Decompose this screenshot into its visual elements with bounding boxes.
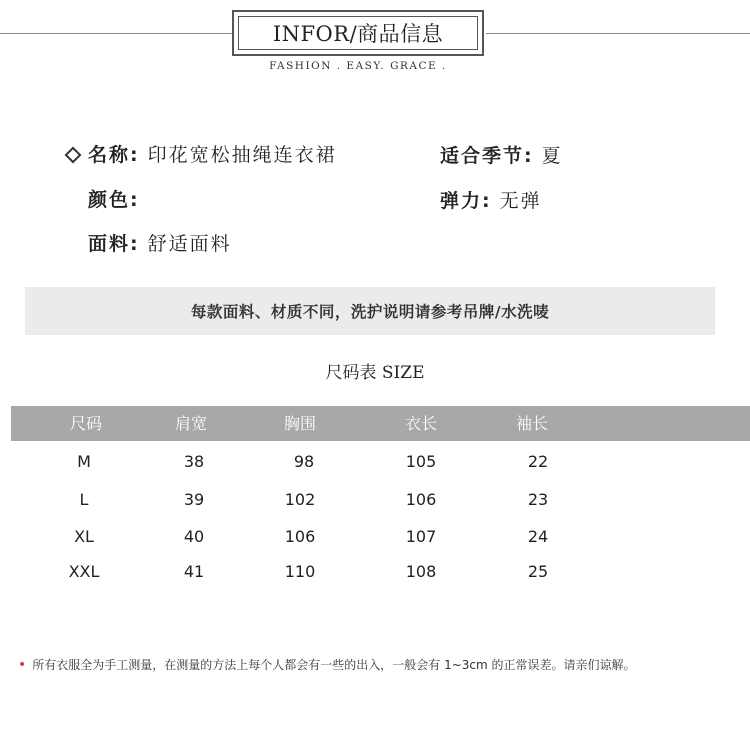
color-row [88,185,140,212]
table-cell: 38 [183,452,205,471]
table-cell: 102 [284,490,316,509]
header-line-right [486,33,750,34]
table-cell: 23 [527,490,549,509]
table-cell: 105 [405,452,437,471]
page-title: INFOR/商品信息 [272,22,444,46]
header-sleeve: 袖长 [516,414,549,433]
table-cell: 106 [405,490,437,509]
color-label: 颜色: [88,189,140,211]
table-cell: 107 [405,527,437,546]
header-length: 衣长 [405,414,438,433]
header-shoulder: 肩宽 [175,414,208,433]
table-cell: 41 [183,562,205,581]
footnote-text: 所有衣服全为手工测量，在测量的方法上每个人都会有一些的出入，一般会有 1~3cm 的正常误差。请亲们谅解。 [32,658,636,672]
table-cell: L [79,490,89,509]
elastic-value: 无弹 [499,190,542,212]
table-cell: 22 [527,452,549,471]
table-cell: 40 [183,527,205,546]
table-header-bar [11,406,750,441]
elastic-row [440,186,542,213]
fabric-value: 舒适面料 [147,233,232,255]
table-cell: 98 [293,452,315,471]
elastic-label: 弹力: [440,190,492,212]
table-cell: M [77,452,91,471]
table-cell: XL [74,527,94,546]
header-size: 尺码 [70,414,103,433]
name-label: 名称: [88,144,140,166]
care-notice-bar: 每款面料、材质不同，洗护说明请参考吊牌/水洗唛 [25,287,715,335]
season-value: 夏 [541,145,563,167]
table-cell: 25 [527,562,549,581]
fabric-row [88,229,232,256]
page-subtitle: FASHION . EASY. GRACE . [269,60,447,72]
table-cell: XXL [68,562,100,581]
measurement-note [18,656,636,673]
table-cell: 39 [183,490,205,509]
table-cell: 108 [405,562,437,581]
size-table-title [0,358,750,383]
table-cell: 106 [284,527,316,546]
table-cell: 24 [527,527,549,546]
header-line-left [0,33,232,34]
bullet-dot-icon: • [18,657,27,673]
title-frame [232,10,484,56]
size-title-en: SIZE [381,363,425,383]
name-value: 印花宽松抽绳连衣裙 [147,144,337,166]
header-bust: 胸围 [284,414,317,433]
diamond-bullet-icon [65,147,82,164]
season-row [440,141,563,168]
table-cell: 110 [284,562,316,581]
season-label: 适合季节: [440,145,534,167]
name-row [88,140,337,167]
size-title-cn: 尺码表 [325,363,377,383]
fabric-label: 面料: [88,233,140,255]
